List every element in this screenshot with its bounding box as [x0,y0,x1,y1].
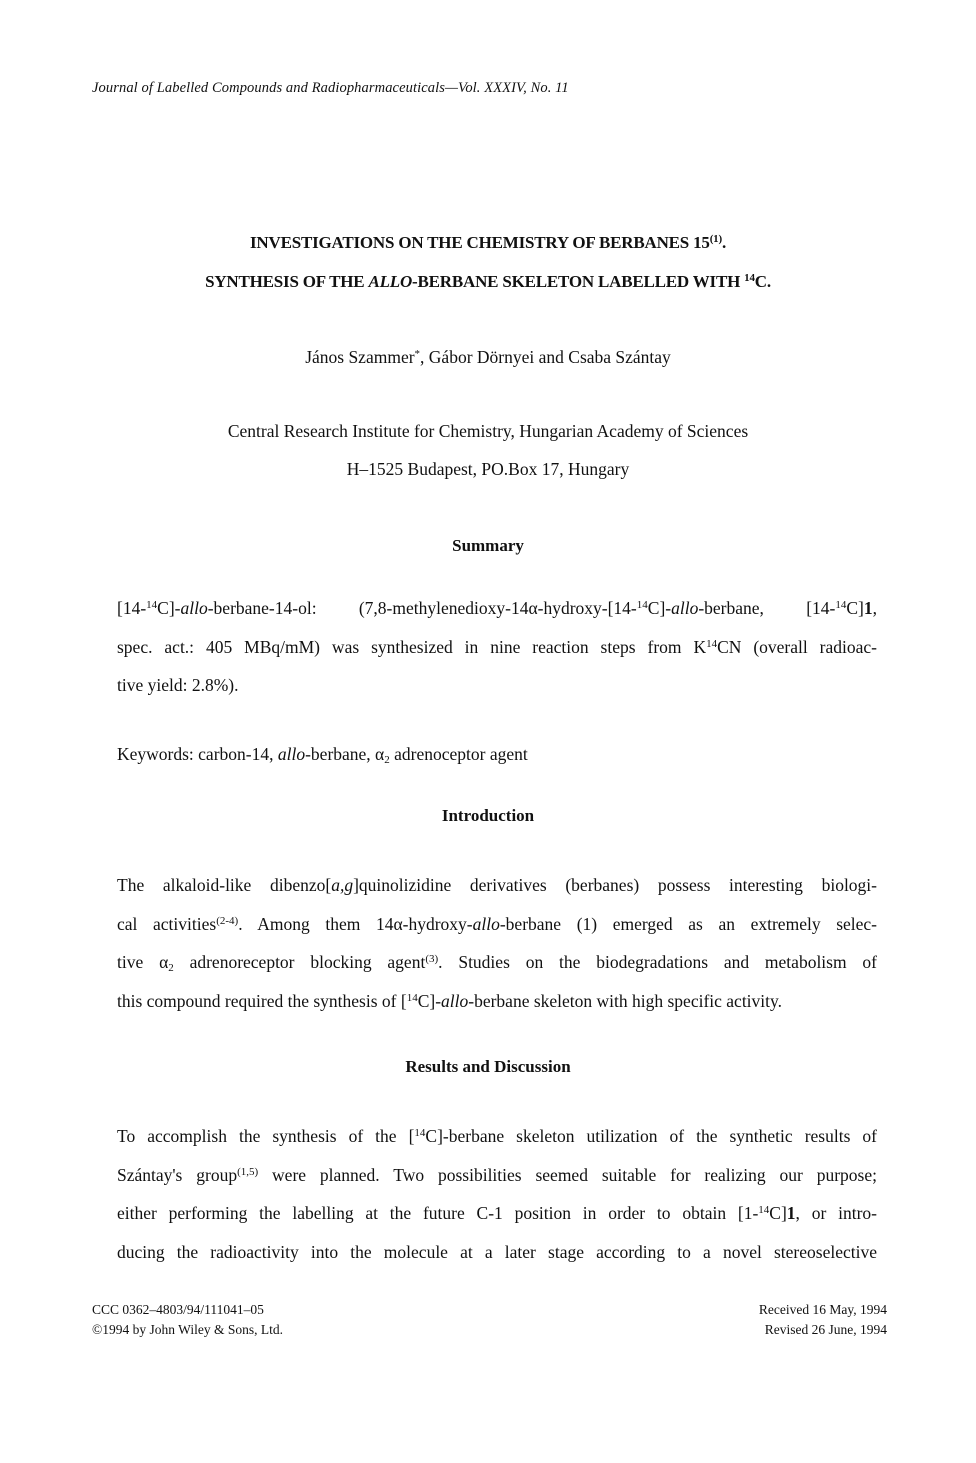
authors: János Szammer*, Gábor Dörnyei and Csaba Szántay [305,347,671,367]
summary-line-1: [14-$^{14}$C]-allo-berbane-14-ol: (7,8-methylenedioxy-14α-hydroxy-[14-$^{14}$C]-allo-berbane, [14-$^{14}$C]1, [117,598,877,618]
intro-line-3: tive $\alpha_2$ adrenoreceptor blocking agent$^{(3)}$. Studies on the biodegradations and metabolism of [117,952,877,974]
results-paragraph [117,1117,877,1271]
footer-right [759,1300,887,1340]
copyright: ©1994 by John Wiley & Sons, Ltd. [92,1322,283,1337]
intro-line-4: this compound required the synthesis of [$^{14}$C]-allo-berbane skeleton with high specific activity. [117,990,783,1011]
summary-heading: Summary [452,536,524,555]
title-line-2: SYNTHESIS OF THE ALLO-BERBANE SKELETON LABELLED WITH $^{14}$C. [205,272,771,291]
ccc-code: CCC 0362–4803/94/111041–05 [92,1302,264,1317]
affiliation-line-1: Central Research Institute for Chemistry, Hungarian Academy of Sciences [227,421,749,441]
introduction-paragraph [117,866,877,1020]
revised-date: Revised 26 June, 1994 [764,1322,887,1337]
keywords: Keywords: carbon-14, allo-berbane, $\alpha_2$ adrenoceptor agent [117,744,528,766]
results-line-2: Szántay's group$^{(1,5)}$ were planned. Two possibilities seemed suitable for realizing our purpose; [117,1164,877,1185]
footer-left [92,1300,283,1340]
received-date: Received 16 May, 1994 [758,1302,887,1317]
intro-line-1: The alkaloid-like dibenzo[a,g]quinolizidine derivatives (berbanes) possess interesting biologi- [117,875,877,895]
results-line-4: ducing the radioactivity into the molecule at a later stage according to a novel stereoselective [117,1241,877,1262]
journal-header: Journal of Labelled Compounds and Radiopharmaceuticals—Vol. XXXIV, No. 11 [92,80,569,96]
summary-line-3: tive yield: 2.8%). [117,675,239,695]
title-line-1: INVESTIGATIONS ON THE CHEMISTRY OF BERBANES 15$^{(1)}$. [250,233,726,252]
intro-line-2: cal activities$^{(2-4)}$. Among them 14α-hydroxy-allo-berbane (1) emerged as an extremely selec- [117,913,877,934]
affiliation-line-2: H–1525 Budapest, PO.Box 17, Hungary [346,459,630,479]
summary-line-2: spec. act.: 405 MBq/mM) was synthesized in nine reaction steps from $K^{14}CN$ (overall radioac- [117,636,877,657]
summary-paragraph [117,589,877,705]
results-heading: Results and Discussion [405,1057,571,1076]
results-line-1: To accomplish the synthesis of the [$^{14}$C]-berbane skeleton utilization of the synthetic results of [117,1126,877,1146]
introduction-heading: Introduction [441,806,535,825]
results-line-3: either performing the labelling at the future C-1 position in order to obtain [1-$^{14}$C]1, or intro- [117,1203,877,1223]
